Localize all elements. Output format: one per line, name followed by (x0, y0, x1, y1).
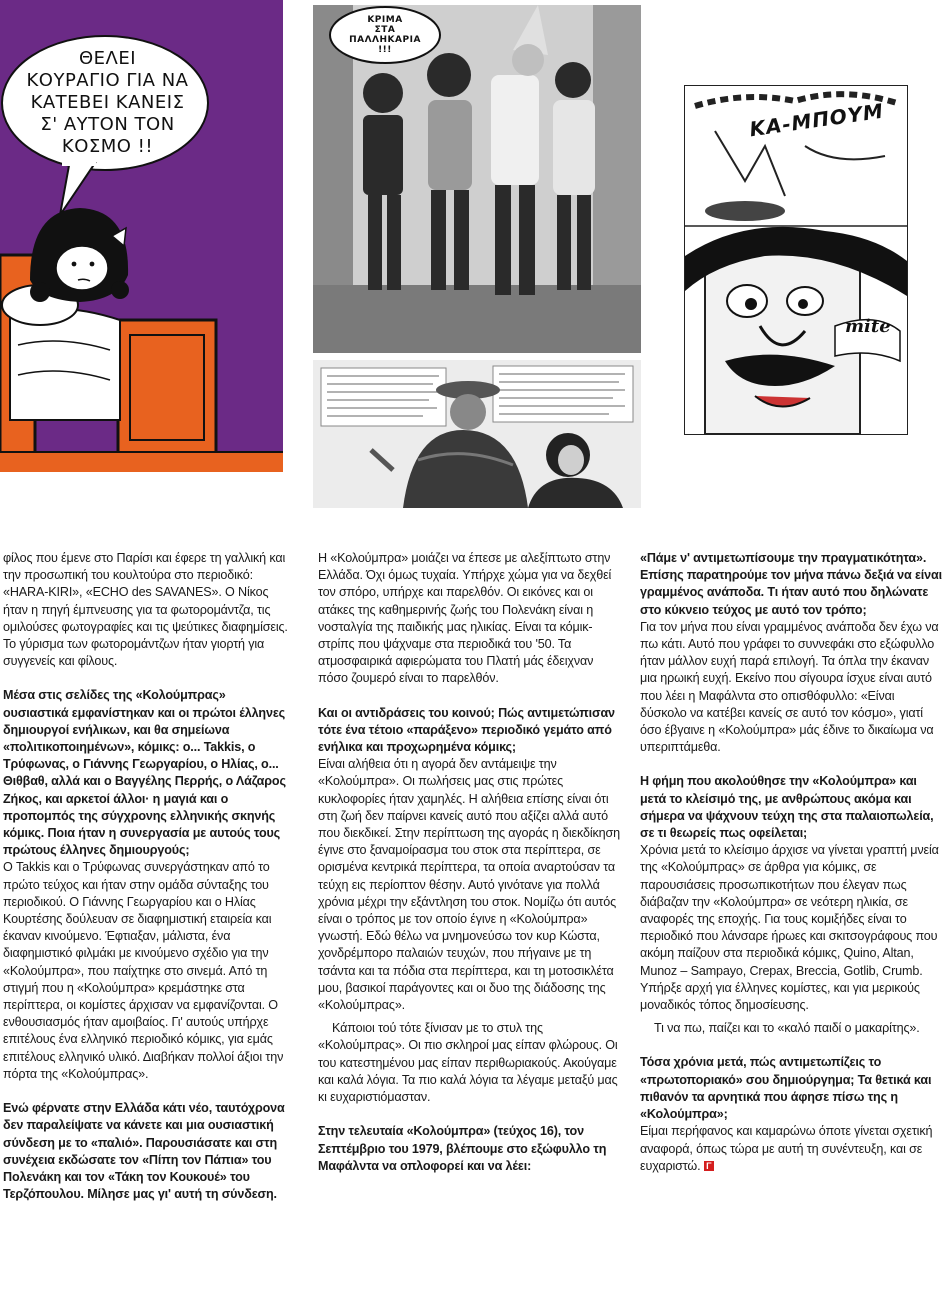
interview-answer: Είναι αλήθεια ότι η αγορά δεν αντάμειψε την «Κολούμπρα». Οι πωλήσεις μας στις πρώτες κυκλοφορίες ήταν χαμηλές. Η αλήθεια επίσης είναι ότι στη ζωή δεν παίρνει κανείς αυτό που αξίζει αλλά αυτό που διεκδικεί. Στην περίπτωση της αγοράς η διεκδίκηση έγινε στο ξαναμοίρασμα του στοκ στα περίπτερα, σε ορισμένα κεντρικά περίπτερα, τα οποία αναρτούσαν τα τεύχη εις περίοπτον θέσην. Αυτό γινότανε για πολλά χρόνια μέχρι την εξάντληση του στοκ. Νομίζω ότι αυτός είναι ο τρόπος με τον οποίο έγινε η «Κολούμπρα» γνωστή. Εδώ θέλω να μνημονεύσω τον κυρ Κώστα, χονδρέμπορο παλαιών τευχών, που πήγαινε με τη τσάντα και τα πόδια στα περίπτερα, και τη μοτοσικλέτα μου, βασικοί παράγοντες και οι δυο της διάδοσης της «Κολούμπρας». (318, 757, 620, 1013)
text-column-middle (318, 550, 623, 1192)
photo-speech-balloon: ΚΡΙΜΑ ΣΤΑ ΠΑΛΛΗΚΑΡΙΑ !!! (349, 15, 421, 55)
comic-cry-text: mite (845, 316, 891, 337)
fotoromanzo-illustration (313, 360, 641, 508)
comic-sound-effect: ΚΑ-ΜΠΟΥΜ (747, 98, 886, 142)
interview-answer: Η «Κολούμπρα» μοιάζει να έπεσε με αλεξίπτωτο στην Ελλάδα. Όχι όμως τυχαία. Υπήρχε χώμα για να δεχθεί τον σπόρο, υπήρχε και παρελθόν. Οι εικόνες και οι ατάκες της καθημερινής ζωής του Πολενάκη είναι η νοσταλγία της παιδικής μας ηλικίας. Είναι τα κόμικ-στρίπς που ψάχναμε στα περιοδικά του '50. Τα ατμοσφαιρικά αφιερώματα του Πλατή μάς έδειχναν πόσο ζουμερό είναι το παρελθόν. (318, 551, 612, 686)
group-photo-illustration (313, 5, 641, 353)
interview-answer: Είμαι περήφανος και καμαρώνω όποτε γίνεται σχετική αναφορά, όπως τώρα με αυτή τη συνέντευξη, και σε ευχαριστώ. Γ (640, 1124, 933, 1173)
interview-question: Τόσα χρόνια μετά, πώς αντιμετωπίζεις το «πρωτοποριακό» σου δημιούργημα; Τα θετικά και πιθανόν τα αρνητικά που άφησε πίσω της η «Κολούμπρα»; (640, 1055, 932, 1122)
interview-question: «Πάμε ν' αντιμετωπίσουμε την πραγματικότητα». Επίσης παρατηρούμε τον μήνα πάνω δεξιά να είναι γραμμένος ανάποδα. Τι ήταν αυτό που δηλώνατε στο κύκνειο τεύχος με αυτό τον τρόπο; (640, 551, 942, 617)
group-photo (313, 5, 641, 353)
interview-answer: Κάποιοι τού τότε ξίνισαν με το στυλ της «Κολούμπρας». Οι πιο σκληροί μας είπαν φλώρους. Οι του κατεστημένου μας είπαν περιθωριακούς. Ακούγαμε και καλά λόγια. Τα πιο καλά λόγια τα λέγαμε μεταξύ μας κι ευχαριστιόμασταν. (318, 1021, 618, 1105)
comic-explosion-illustration (685, 86, 907, 434)
interview-answer: Για τον μήνα που είναι γραμμένος ανάποδα δεν έχω να πω κάτι. Αυτό που γράφει το συννεφάκι στο εξώφυλλο ήταν μάλλον ευχή παρά επιλογή. Τα όπλα την έκαναν μια ηρωική ευχή. Εκείνο που σίγουρα ίσχυε είναι αυτό που λέει η Μαφάλντα στο οπισθόφυλλο: «Είναι δύσκολο να κατέβει κανείς σε αυτό τον κόσμο», γιατί όσο έβγαινε η «Κολούμπρα» μάς έδινε το δικαίωμα να υπεριπτάμεθα. (640, 619, 939, 755)
interview-answer: Ο Takkis και ο Τρύφωνας συνεργάστηκαν από το πρώτο τεύχος και ήταν στην ομάδα σύνταξης του περιοδικού. Ο Γιάννης Γεωργαρίου και ο Ηλίας Κουρτέσης δούλευαν σε διαφημιστική εταιρεία και έκαναν κινούμενο. Έφτιαξαν, μάλιστα, ένα διαφημιστικό φιλμάκι με κινούμενο σχέδιο για την «Κολούμπρα», που παίχτηκε στο σινεμά. Από τη στιγμή που η «Κολούμπρα» κρεμάστηκε στα περίπτερα, οι κομίστες άρχισαν να εμφανίζονται. Ο ενθουσιασμός ήταν αμοιβαίος. Γι' αυτούς υπήρχε επιτέλους ένα ελληνικό περιοδικό κόμικς, για εμάς επιτέλους ελληνικό υλικό. Διαβήκαν πολλοί άξιοι την πόρτα της «Κολούμπρας». (3, 860, 284, 1081)
interview-answer: Τι να πω, παίζει και το «καλό παιδί ο μακαρίτης». (654, 1021, 920, 1036)
end-of-article-mark: Γ (704, 1161, 714, 1171)
comic-explosion-panel (684, 85, 908, 435)
interview-question: Η φήμη που ακολούθησε την «Κολούμπρα» και μετά το κλείσιμό της, με ανθρώπους ακόμα και σήμερα να ψάχνουν τεύχη της στα παλαιοπωλεία, σε τι θεωρείς πως οφείλεται; (640, 774, 934, 841)
text-column-left (3, 550, 293, 1220)
interview-answer: Χρόνια μετά το κλείσιμο άρχισε να γίνεται γραπτή μνεία της «Κολούμπρας» σε άρθρα για κόμικς, σε παρουσιάσεις προσωπικοτήτων που έλεγαν πως διάβαζαν την «Κολούμπρα» σε νεότερη ηλικία, σε αναφορές της εποχής. Για τους κομιξήδες είναι το περιοδικό που λάνσαρε ήρωες και σκιτσογράφους που ακόμη παίζουν στα περιοδικά κόμικς, Quino, Altan, Munoz – Sampayo, Crepax, Breccia, Gotlib, Crumb. Υπήρξε αρχή για έλληνες κομίστες, και για μερικούς μοναδικός τόπος δημοσίευσης. (640, 843, 939, 1013)
mafalda-comic-panel (0, 0, 283, 472)
interview-question: Και οι αντιδράσεις του κοινού; Πώς αντιμετώπισαν τότε ένα τέτοιο «παράξενο» περιοδικό γεμάτο από ενήλικα και προχωρημένα κόμικς; (318, 705, 615, 755)
interview-question: Στην τελευταία «Κολούμπρα» (τεύχος 16), τον Σεπτέμβριο του 1979, βλέπουμε στο εξώφυλλο τη Μαφάλντα να οπλοφορεί και να λέει: (318, 1124, 607, 1173)
interview-answer: φίλος που έμενε στο Παρίσι και έφερε τη γαλλική και την προσωπική του κουλτούρα στο περιοδικό: «HARA-KIRI», «ECHO des SAVANES». Ο Νίκος ήταν η πηγή έμπνευσης για τα φωτορομάντζα, τις ομιλούσες φωτογραφίες και τις ψεύτικες διαφημίσεις. Το γύρισμα των φωτορομάντζων ήταν γιορτή για συγγενείς και φίλους. (3, 551, 288, 669)
interview-question: Μέσα στις σελίδες της «Κολούμπρας» ουσιαστικά εμφανίστηκαν και οι πρώτοι έλληνες δημιουργοί ενήλικων, και θα σημείωνα «πολιτικοποιημένων», κόμικς: ο... Takkis, ο Τρύφωνας, ο Γιάννης Γεωργαρίου, ο Ηλίας, ο... Θιθβαθ, αλλά και ο Βαγγέλης Περρής, ο Λάζαρος Ζήκος, και αρκετοί άλλοι· η μαγιά και ο προπομπός της σύγχρονης ελληνικής σκηνής κόμικς. Ποια ήταν η συνεργασία με αυτούς τους πρώτους έλληνες δημιουργούς; (3, 688, 286, 858)
mafalda-speech-bubble: ΘΕΛΕΙ ΚΟΥΡΑΓΙΟ ΓΙΑ ΝΑ ΚΑΤΕΒΕΙ ΚΑΝΕΙΣ Σ' ΑΥΤΟΝ ΤΟΝ ΚΟΣΜΟ !! (26, 48, 189, 157)
fotoromanzo-photo (313, 360, 641, 508)
text-column-right (640, 550, 942, 1192)
interview-question: Ενώ φέρνατε στην Ελλάδα κάτι νέο, ταυτόχρονα δεν παραλείψατε να κάνετε και μια ουσιαστική σύνδεση με το «παλιό». Παρουσιάσατε και στη συνέχεια εκδώσατε τον «Πίπη τον Πάπια» του Πολενάκη και τον «Τάκη τον Κουκουέ» του Τερζόπουλου. Μίλησε μας γι' αυτή τη σύνδεση. (3, 1101, 285, 1202)
